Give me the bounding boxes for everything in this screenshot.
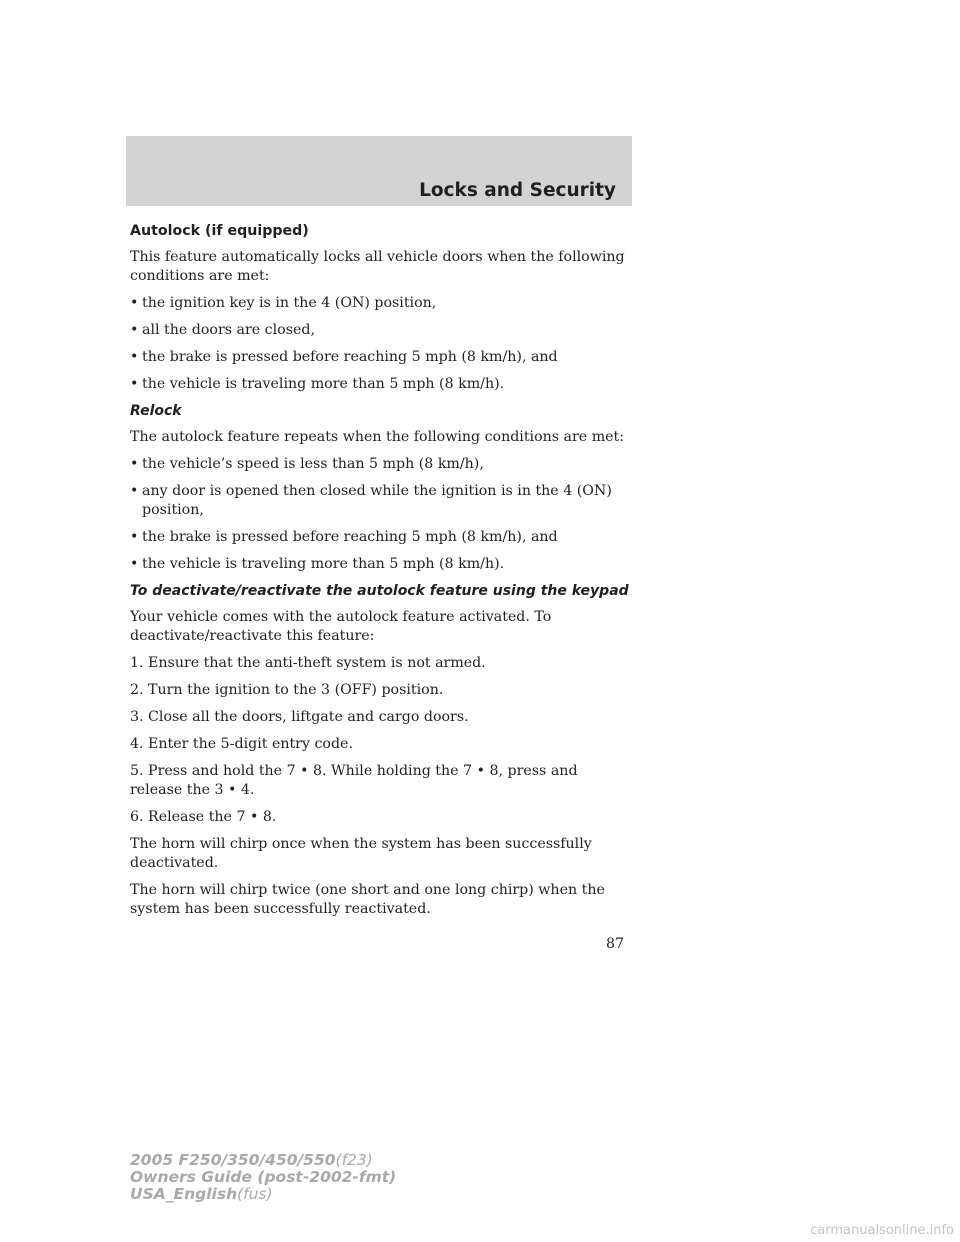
list-item: • the vehicle is traveling more than 5 mph (8 km/h). (130, 376, 505, 392)
step-item: 6. Release the 7 • 8. (130, 809, 277, 825)
page-content (130, 222, 630, 927)
outro-paragraph: The horn will chirp twice (one short and one long chirp) when the system has been successfully reactivated. (130, 882, 605, 917)
bullet-icon: • (130, 556, 139, 572)
outro-paragraph: The horn will chirp once when the system has been successfully deactivated. (130, 836, 592, 871)
footer-language-code: (fus) (237, 1185, 273, 1203)
step-item: 1. Ensure that the anti-theft system is not armed. (130, 655, 486, 671)
list-item: • any door is opened then closed while the ignition is in the 4 (ON) position, (130, 483, 612, 518)
list-item: • the vehicle is traveling more than 5 mph (8 km/h). (130, 556, 505, 572)
bullet-icon: • (130, 295, 139, 311)
autolock-intro: This feature automatically locks all vehicle doors when the following conditions are met: (130, 249, 625, 284)
bullet-icon: • (130, 483, 139, 499)
autolock-heading: Autolock (if equipped) (130, 223, 309, 239)
list-item: • the vehicle’s speed is less than 5 mph (8 km/h), (130, 456, 484, 472)
deactivate-heading: To deactivate/reactivate the autolock feature using the keypad (130, 583, 629, 599)
page-number: 87 (606, 936, 625, 952)
step-item: 5. Press and hold the 7 • 8. While holding the 7 • 8, press and release the 3 • 4. (130, 763, 578, 798)
bullet-icon: • (130, 322, 139, 338)
footer-guide: Owners Guide (post-2002-fmt) (130, 1168, 397, 1186)
relock-heading: Relock (130, 403, 182, 419)
document-footer (130, 1152, 396, 1203)
bullet-icon: • (130, 456, 139, 472)
list-item: • all the doors are closed, (130, 322, 315, 338)
header-band (126, 136, 632, 206)
step-item: 3. Close all the doors, liftgate and cargo doors. (130, 709, 469, 725)
deactivate-intro: Your vehicle comes with the autolock feature activated. To deactivate/reactivate this feature: (130, 609, 552, 644)
footer-language: USA_English (130, 1185, 238, 1203)
footer-model-code: (f23) (335, 1151, 373, 1169)
list-item: • the brake is pressed before reaching 5 mph (8 km/h), and (130, 349, 558, 365)
step-item: 2. Turn the ignition to the 3 (OFF) position. (130, 682, 444, 698)
bullet-icon: • (130, 349, 139, 365)
watermark: carmanualsonline.info (810, 1223, 954, 1238)
list-item: • the ignition key is in the 4 (ON) position, (130, 295, 437, 311)
footer-model: 2005 F250/350/450/550 (130, 1151, 336, 1169)
bullet-icon: • (130, 376, 139, 392)
relock-intro: The autolock feature repeats when the following conditions are met: (130, 429, 625, 445)
list-item: • the brake is pressed before reaching 5 mph (8 km/h), and (130, 529, 558, 545)
section-title: Locks and Security (419, 180, 616, 201)
step-item: 4. Enter the 5-digit entry code. (130, 736, 353, 752)
bullet-icon: • (130, 529, 139, 545)
